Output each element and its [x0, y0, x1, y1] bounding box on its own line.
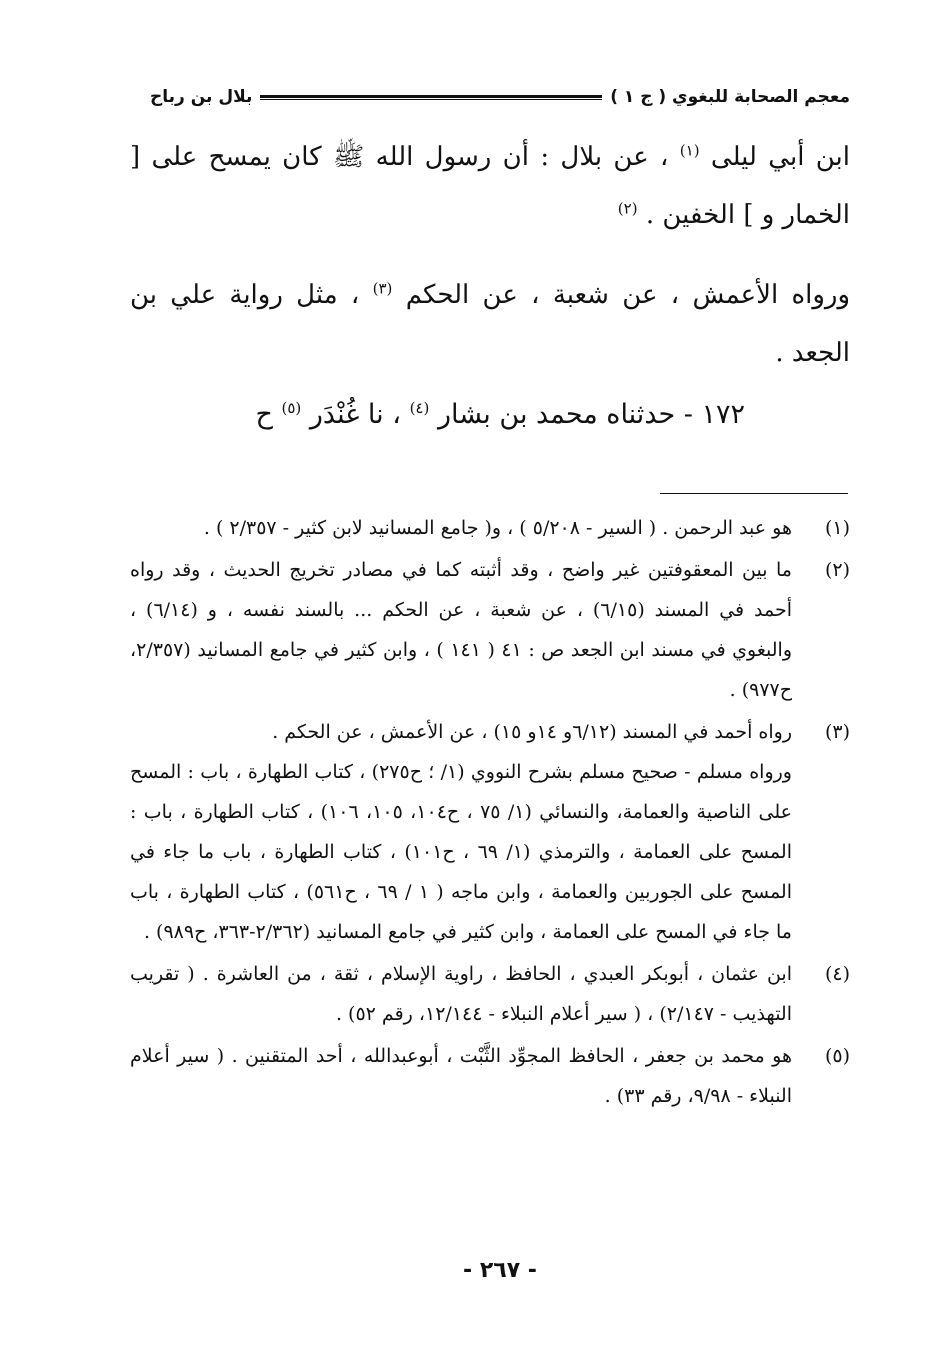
- footnote-line: هو محمد بن جعفر ، الحافظ المجوِّد الثَّبْت ، أبوعبدالله ، أحد المتقنين . ( سير أعلام النبلاء - ٩/٩٨، رقم ٣٣) .: [130, 1045, 792, 1107]
- page-number: - ٢٦٧ -: [463, 1258, 537, 1283]
- footnote-2: [130, 550, 850, 710]
- footnote-number: (٤): [824, 963, 850, 985]
- hadith-172-text-b: ، نا غُنْدَر: [309, 399, 401, 430]
- footnote-body: [130, 954, 792, 1034]
- footnote-separator: [660, 493, 848, 494]
- paragraph-2-text-b: ، مثل رواية علي بن الجعد .: [130, 280, 850, 368]
- footnote-body: [130, 550, 792, 710]
- footnote-ref-3: (٣): [372, 279, 393, 298]
- hadith-172-text-c: ح: [255, 399, 273, 430]
- footnote-number: (٢): [824, 559, 850, 581]
- paragraph-1: [130, 128, 850, 244]
- main-text: [130, 128, 850, 444]
- footnote-ref-1: (١): [679, 141, 700, 160]
- footnote-ref-5: (٥): [281, 399, 302, 417]
- paragraph-1-text-b: ، عن بلال : أن رسول الله ﷺ كان يمسح على [ الخمار و ] الخفين .: [130, 142, 850, 230]
- section-name: بلال بن رباح: [150, 87, 253, 107]
- footnote-body: [130, 1036, 792, 1116]
- footnote-4: [130, 954, 850, 1034]
- footnote-body: [130, 508, 792, 548]
- paragraph-2-text-a: ورواه الأعمش ، عن شعبة ، عن الحكم: [405, 280, 851, 310]
- footnote-1: [130, 508, 850, 548]
- footnote-number: (٥): [824, 1045, 850, 1067]
- footnote-ref-4: (٤): [409, 399, 430, 417]
- hadith-172: [130, 386, 850, 444]
- footnote-number: (١): [824, 517, 850, 539]
- paragraph-1-text-a: ابن أبي ليلى: [710, 142, 851, 172]
- paragraph-2: [130, 266, 850, 382]
- hadith-172-text-a: ١٧٢ - حدثناه محمد بن بشار: [437, 399, 745, 430]
- footnote-line: ورواه مسلم - صحيح مسلم بشرح النووي (١/ ؛ ح٢٧٥) ، كتاب الطهارة ، باب : المسح على الناصية والعمامة، والنسائي (١/ ٧٥ ، ح١٠٤، ١٠٥، ١٠٦) ، كتاب الطهارة ، باب : المسح على العمامة ، والترمذي (١/ ٦٩ ، ح١٠١) ، كتاب الطهارة ، باب ما جاء في المسح على الجوربين والعمامة ، وابن ماجه ( ١ / ٦٩ ، ح٥٦١) ، كتاب الطهارة ، باب ما جاء في المسح على العمامة ، وابن كثير في جامع المسانيد (٢/٣٦٢-٣٦٣، ح٩٨٩) .: [130, 761, 792, 943]
- footnote-line: ما بين المعقوفتين غير واضح ، وقد أثبته كما في مصادر تخريج الحديث ، وقد رواه أحمد في المسند (٦/١٥) ، عن شعبة ، عن الحكم ... بالسند نفسه ، و (٦/١٤) ، والبغوي في مسند ابن الجعد ص : ٤١ ( ١٤١ ) ، وابن كثير في جامع المسانيد (٢/٣٥٧، ح٩٧٧) .: [130, 559, 793, 701]
- footnote-3: [130, 712, 850, 952]
- header-rule: [260, 95, 602, 100]
- footnotes: [130, 508, 850, 1118]
- running-header: [150, 82, 850, 112]
- footnote-ref-2: (٢): [617, 199, 638, 218]
- footnote-number: (٣): [824, 721, 850, 743]
- footnote-line: هو عبد الرحمن . ( السير - ٥/٢٠٨ ) ، و( جامع المسانيد لابن كثير - ٢/٣٥٧ ) .: [203, 517, 792, 539]
- book-title: معجم الصحابة للبغوي ( ج ١ ): [610, 87, 850, 107]
- footnote-line: ابن عثمان ، أبوبكر العبدي ، الحافظ ، راوية الإسلام ، ثقة ، من العاشرة . ( تقريب التهذيب - ٢/١٤٧) ، ( سير أعلام النبلاء - ١٢/١٤٤، رقم ٥٢) .: [130, 963, 792, 1025]
- footnote-line: رواه أحمد في المسند (٦/١٢و ١٤و ١٥) ، عن الأعمش ، عن الحكم .: [272, 721, 792, 743]
- footnote-body: [130, 712, 792, 952]
- footnote-5: [130, 1036, 850, 1116]
